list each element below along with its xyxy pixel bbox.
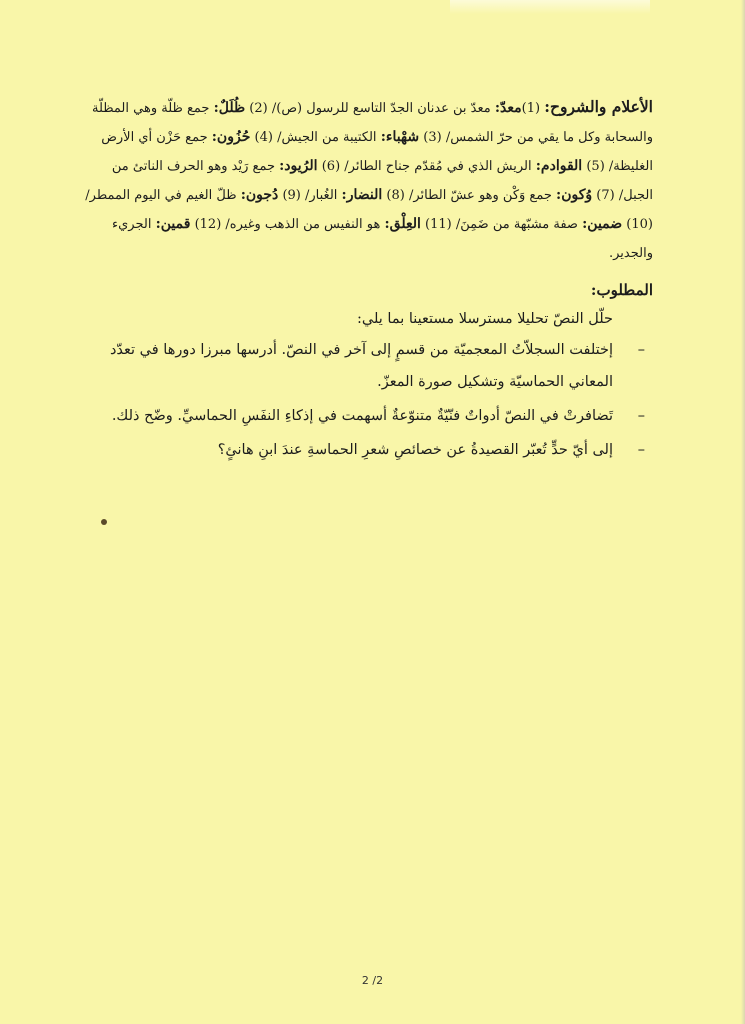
entry-definition: معدّ بن عدنان الجدّ التاسع للرسول (ص)/ [271, 101, 491, 116]
entry-number: (5) [586, 159, 605, 174]
entry-definition: الغُبار/ [305, 188, 338, 203]
task-text: إلى أيّ حدٍّ تُعبّر القصيدةُ عن خصائصِ شعرِ الحماسةِ عندَ ابنِ هانئٍ؟ [217, 442, 613, 458]
entry-number: (3) [423, 130, 442, 145]
entry-number: (2) [249, 101, 268, 116]
glossary-entry [268, 101, 540, 116]
dash-bullet: – [637, 342, 645, 358]
entry-definition: هو النفيس من الذهب وغيره/ [225, 217, 381, 232]
entry-term: النضار: [341, 187, 383, 203]
glossary-entry [273, 130, 442, 145]
task-item [82, 334, 653, 398]
entry-term: القوادم: [535, 158, 583, 174]
entry-definition: صفة مشبّهة من ضَمِنَ/ [455, 217, 578, 232]
entry-number: (9) [282, 188, 301, 203]
glossary-entry [221, 217, 451, 232]
glossary-entry [85, 188, 301, 203]
entry-definition: الريش الذي في مُقدّم جناح الطائر/ [344, 159, 532, 174]
entry-term: شهْباء: [380, 129, 420, 145]
glossary-entry [340, 159, 605, 174]
dash-bullet: – [637, 408, 645, 424]
entry-number: (1) [521, 101, 541, 116]
entry-term: ضمين: [582, 216, 623, 232]
glossary-entry [405, 188, 615, 203]
entry-term: العِلْق: [384, 216, 421, 232]
entry-number: (11) [425, 217, 452, 232]
entry-number: (4) [254, 130, 273, 145]
task-text: تَضافرتْ في النصّ أدواتٌ فنّيّةٌ متنوّعةٌ أسهمت في إذكاءِ النفَسِ الحماسيِّ. وضّح ذلك. [111, 408, 613, 424]
entry-term: معدّ: [494, 100, 522, 116]
entry-term: حُزُون: [211, 129, 251, 145]
entry-definition: جمع رَيْد وهو الحرف الناتئ من الجبل/ [111, 159, 653, 203]
entry-term: دُجون: [240, 187, 279, 203]
entry-number: (12) [194, 217, 222, 232]
entry-term: قمين: [155, 216, 191, 232]
entry-number: (7) [596, 188, 615, 203]
page-number: 2 /2 [361, 974, 384, 987]
required-intro: حلّل النصّ تحليلا مسترسلا مستعينا بما يلي: [357, 311, 613, 327]
entry-term: الرُيود: [279, 158, 318, 174]
glossary-paragraph [82, 92, 653, 268]
entry-definition: جمع وَكْن وهو عشّ الطائر/ [408, 188, 552, 203]
entry-term: وُكون: [556, 187, 593, 203]
entry-definition: جمع ظلّة وهي المظلّة والسحابة وكل ما يقي من حرّ الشمس/ [91, 101, 653, 145]
ink-dot [101, 519, 107, 525]
document-content [82, 92, 653, 468]
glossary-entry [301, 188, 405, 203]
task-item [82, 400, 653, 432]
entry-definition: جمع حَزْن أي الأرض الغليظة/ [101, 130, 653, 174]
entry-term: ظُلَلٌ: [213, 100, 246, 116]
dash-bullet: – [637, 442, 645, 458]
task-list [82, 334, 653, 466]
entry-definition: الكتيبة من الجيش/ [277, 130, 377, 145]
paper-fold-mark [450, 0, 650, 14]
task-text: إختلفت السجلاّتُ المعجميّة من قسمٍ إلى آخر في النصّ. أدرسها مبرزا دورها في تعدّد المعاني الحماسيّة وتشكيل صورة المعزّ. [109, 342, 613, 390]
glossary-entry [452, 217, 653, 232]
entry-number: (10) [626, 217, 653, 232]
required-heading: المطلوب: [590, 281, 653, 299]
entry-number: (8) [386, 188, 405, 203]
entry-definition: ظلّ الغيم في اليوم الممطر/ [85, 188, 237, 203]
paper-edge-shadow [741, 0, 745, 1024]
glossary-heading: الأعلام والشروح: [544, 97, 653, 116]
entry-number: (6) [321, 159, 341, 174]
task-item [82, 434, 653, 466]
entry-definition: الجريء والجدير. [112, 217, 653, 261]
